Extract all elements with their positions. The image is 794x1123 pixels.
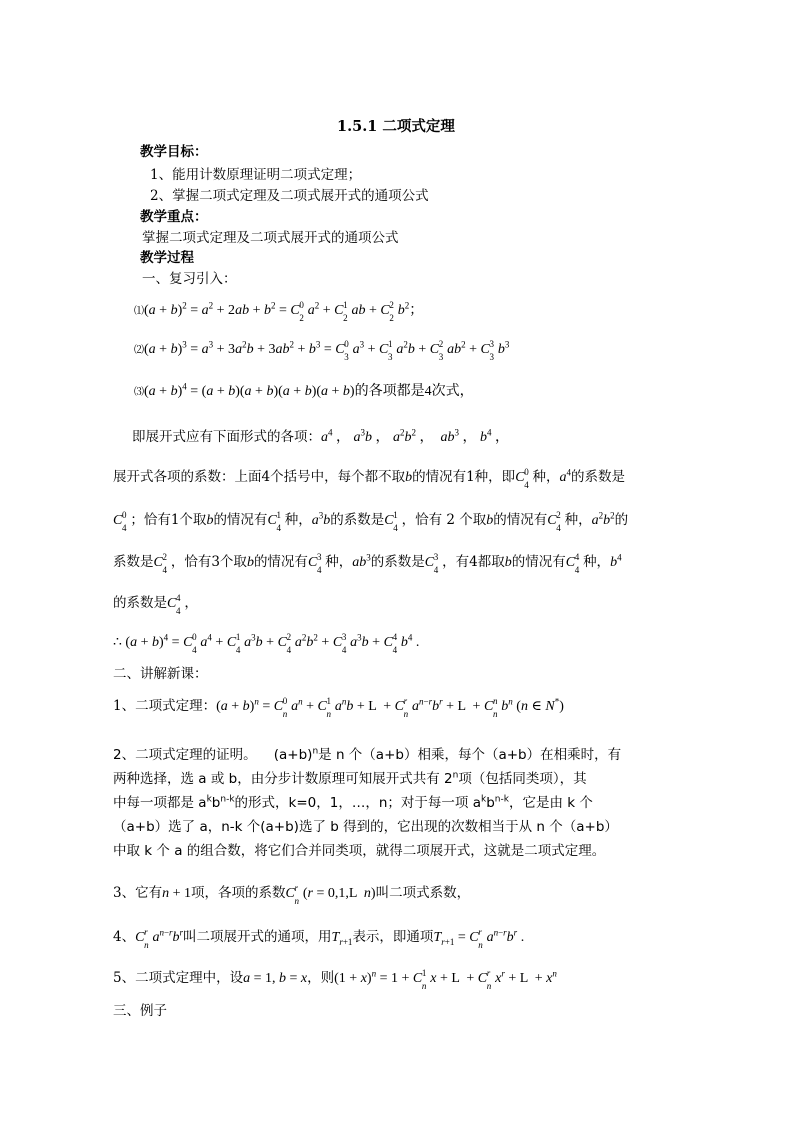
proof-line: 中每一项都是 $a^kb^{n-k}$的形式，k=0，1，…，n；对于每一项 $a^kb^{n-k}$，它是由 k 个 [113, 794, 593, 811]
process-heading: 教学过程 [140, 250, 194, 266]
formula-expansion-4: ∴ $(a + b)^4 = C$ 0 4 $a^4 + C$ 1 4 $a^3b + C$ 2 4 $a^2b^2 + C$ 3 4 $a^3b + C$ 4 4 $b^4$ . [113, 632, 420, 655]
section2-heading: 二、讲解新课： [113, 666, 208, 682]
item-label: ⑵ [134, 345, 144, 356]
proof-line: 两种选择，选 a 或 b，由分步计数原理可知展开式共有 2$^n$项（包括同类项），其 [113, 770, 587, 787]
objective-item: 2、掌握二项式定理及二项式展开式的通项公式 [150, 188, 429, 204]
item-label: ⑴ [134, 306, 144, 317]
coef-paragraph-line: 系数是C 2 4 ，恰有3个取b的情况有C 3 4 种，$ab^3$的系数是C 3 4 ，有4都取b的情况有C 4 4 种，$b^4$ [113, 552, 622, 575]
objectives-heading: 教学目标： [140, 144, 208, 160]
coef-paragraph-line: C 0 4 ；恰有1个取b的情况有C 1 4 种，$a^3b$的系数是C 1 4 ，恰有 2 个取b的情况有C 2 4 种，$a^2b^2$的 [113, 510, 629, 533]
section3-heading: 三、例子 [113, 1003, 167, 1019]
item-3-coefficients: 3、它有n + 1项，各项的系数C r n (r = 0,1,L n)叫二项式系数， [113, 883, 471, 906]
coef-paragraph-line: 的系数是C 4 4 ， [113, 593, 198, 616]
formula-fourth-power: ⑶(a + b)$^4$ = (a + b)(a + b)(a + b)(a + b)的各项都是4次式， [134, 381, 474, 399]
objective-item: 1、能用计数原理证明二项式定理； [150, 167, 362, 183]
terms-line: 即展开式应有下面形式的各项：$a^4$ ， $a^3b$ ， $a^2b^2$ ， $ab^3$ ， $b^4$ ， [132, 427, 509, 445]
formula-cube: ⑵(a + $b)^3 = a^3 + 3a^2b + 3ab^2 + b^3 = C$ 0 3 $a^3 + C$ 1 3 $a^2b + C$ 2 3 $ab^2 + C$ 3 3 $b^3$ [134, 339, 510, 362]
coef-paragraph-line: 展开式各项的系数：上面4个括号中，每个都不取b的情况有1种，即C 0 4 种，$a^4$的系数是 [113, 467, 626, 490]
proof-line: （a+b）选了 a，n-k 个(a+b)选了 b 得到的，它出现的次数相当于从 n 个（a+b） [113, 819, 618, 835]
proof-line: 2、二项式定理的证明。 $(a+b)^n$是 n 个（a+b）相乘，每个（a+b）在相乘时，有 [113, 746, 622, 763]
item-5-special-case: 5、二项式定理中，设a = 1, b = x，则$(1 + x)^n = 1 + C$ 1 n x + L + C r n $x^r + L + x^n$ [113, 968, 557, 991]
item-4-general-term: 4、C r n $a^{n-r}b^r$叫二项展开式的通项，用$T_{r+1}$表示，即通项$T_{r+1} = C$ r n $a^{n-r}b^r$ . [113, 927, 525, 950]
formula-square: ⑴(a + $b)^2 = a^2 + 2ab + b^2 = C$ 0 2 $a^2 + C$ 1 2 ab + C 2 2 $b^2$； [134, 300, 424, 323]
binomial-theorem: 1、二项式定理：$(a + b)^n = C$ 0 n $a^n + C$ 1 n $a^nb + L + C$ r n $a^{n-r}b^r + L + C$ n n $b^n$ (n ∈ N*) [113, 696, 564, 719]
proof-line: 中取 k 个 a 的组合数，将它们合并同类项，就得二项展开式，这就是二项式定理。 [113, 843, 606, 859]
page-title: 1.5.1 二项式定理 [337, 118, 455, 135]
focus-text: 掌握二项式定理及二项式展开式的通项公式 [142, 230, 399, 246]
item-label: ⑶ [134, 387, 144, 398]
section1-heading: 一、复习引入： [142, 271, 237, 287]
focus-heading: 教学重点： [140, 209, 208, 225]
